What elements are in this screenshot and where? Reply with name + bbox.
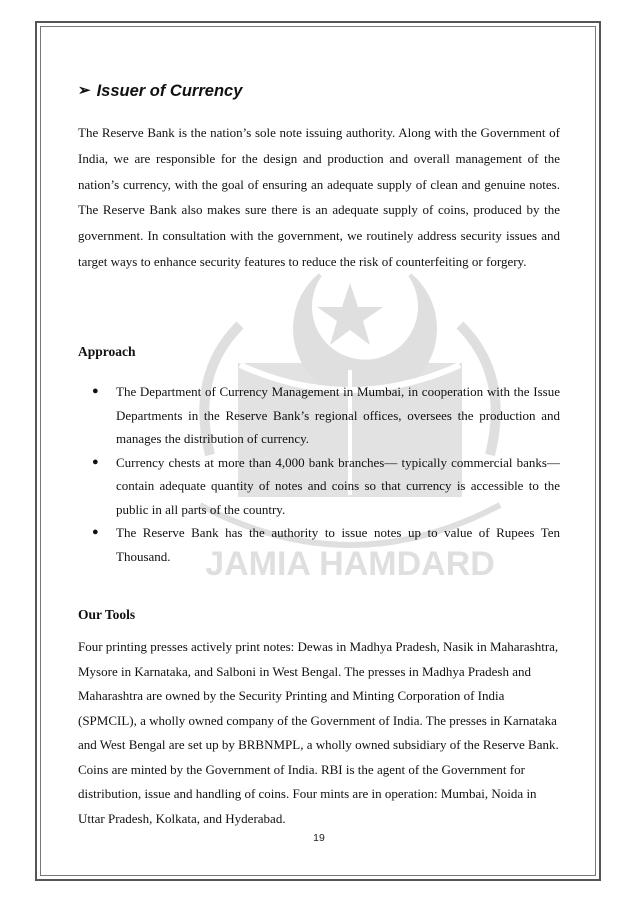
approach-bullet-3: [78, 521, 560, 568]
approach-bullet-text: The Reserve Bank has the authority to issue notes up to value of Rupees Ten Thousand.: [116, 525, 560, 564]
page-number: 19: [313, 832, 325, 844]
section-heading: [78, 80, 560, 102]
bullet-dot-icon: ●: [92, 455, 99, 468]
bullet-dot-icon: ●: [92, 526, 99, 538]
approach-bullet-2: [78, 451, 560, 522]
approach-bullet-text: The Department of Currency Management in Mumbai, in cooperation with the Issue Departments in the Reserve Bank’s regional offices, oversees the production and manages the distribution of currency.: [116, 384, 560, 446]
watermark-text: JAMIA HAMDARD: [205, 545, 495, 583]
arrow-bullet-icon: ➢: [78, 82, 91, 99]
approach-bullet-1: [78, 380, 560, 451]
section-heading-text: Issuer of Currency: [96, 82, 243, 100]
intro-paragraph: The Reserve Bank is the nation’s sole note issuing authority. Along with the Government of India, we are responsible for the design and production and overall management of the nation’s currency, with the goal of ensuring an adequate supply of clean and genuine notes. The Reserve Bank also makes sure there is an adequate supply of coins, produced by the government. In consultation with the government, we routinely address security issues and target ways to enhance security features to reduce the risk of counterfeiting or forgery.: [78, 125, 560, 269]
approach-list: [78, 380, 560, 568]
bullet-dot-icon: ●: [92, 385, 99, 397]
approach-heading: Approach: [78, 344, 136, 359]
approach-bullet-text: Currency chests at more than 4,000 bank branches— typically commercial banks—contain adequate quantity of notes and coins so that currency is accessible to the public in all parts of the country.: [116, 454, 560, 517]
tools-paragraph: Four printing presses actively print notes: Dewas in Madhya Pradesh, Nasik in Maharashtra, Mysore in Karnataka, and Salboni in West Bengal. The presses in Madhya Pradesh and Maharashtra are owned by the Security Printing and Minting Corporation of India (SPMCIL), a wholly owned company of the Government of India. The presses in Karnataka and West Bengal are set up by BRBNMPL, a wholly owned subsidiary of the Reserve Bank. Coins are minted by the Government of India. RBI is the agent of the Government for distribution, issue and handling of coins. Four mints are in operation: Mumbai, Noida in Uttar Pradesh, Kolkata, and Hyderabad.: [78, 639, 559, 826]
tools-heading: Our Tools: [78, 607, 136, 622]
